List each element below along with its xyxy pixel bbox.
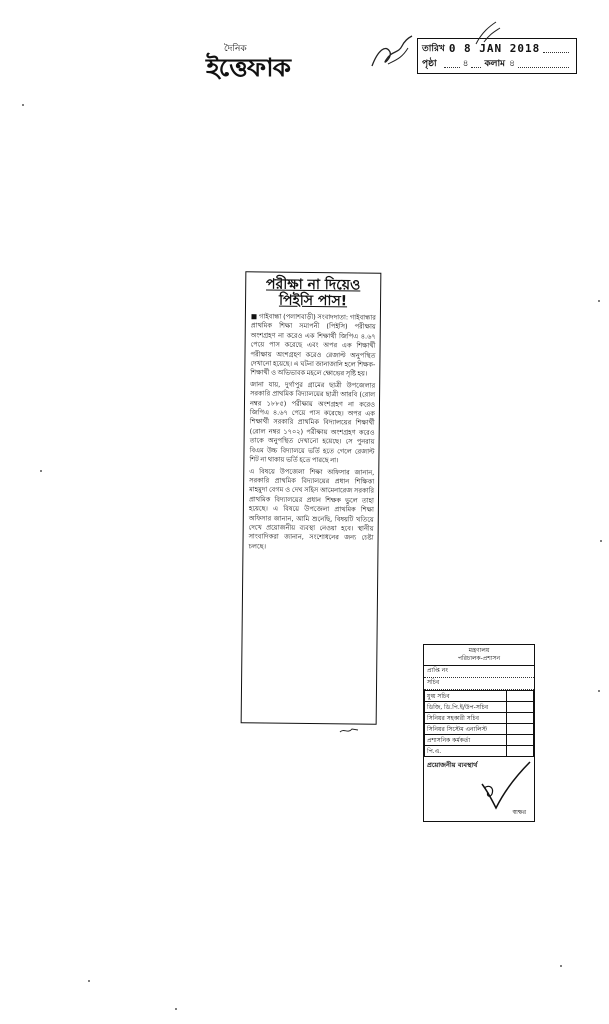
routing-header bbox=[424, 645, 534, 666]
routing-checkbox bbox=[507, 702, 534, 713]
scan-speck bbox=[598, 690, 600, 692]
date-label: তারিখ bbox=[422, 44, 445, 54]
scan-speck bbox=[598, 300, 600, 302]
masthead-title: ইত্তেফাক bbox=[206, 53, 290, 82]
routing-row bbox=[425, 691, 534, 702]
routing-row bbox=[425, 702, 534, 713]
clipping-paragraph: ■ গাইবান্ধা (পলাশবাড়ী) সংবাদদাতা: গাইবান্ধার প্রাথমিক শিক্ষা সমাপনী (পিইসি) পরীক্ষায় অংশগ্রহণ না করেও এক শিক্ষার্থী জিপিএ ৪.৬৭ পেয়ে পাস করেছে এবং অপর এক শিক্ষার্থী পরীক্ষায় অংশগ্রহণ করেও রেজাল্ট অনুপস্থিত দেখানো হয়েছে। এ ঘটনা জানাজানি হলে শিক্ষক-শিক্ষার্থী ও অভিভাবক মহলে ক্ষোভের সৃষ্টি হয়। bbox=[250, 312, 376, 379]
page-value: ৪ bbox=[462, 59, 469, 69]
routing-header-director: পরিচালক-প্রশাসন bbox=[457, 655, 501, 662]
pen-mark-icon bbox=[338, 724, 360, 736]
newspaper-masthead bbox=[188, 44, 308, 82]
routing-row-label: সিনিয়র সহকারী সচিব bbox=[425, 713, 507, 724]
routing-row bbox=[425, 735, 534, 746]
routing-action-label: প্রয়োজনীয় ব্যবস্থার্থ bbox=[427, 761, 478, 769]
routing-row bbox=[425, 724, 534, 735]
masthead-daily-label: দৈনিক bbox=[224, 44, 247, 54]
routing-row-label: যুগ্ম সচিব bbox=[425, 691, 507, 702]
clipping-paragraph: এ বিষয়ে উপজেলা শিক্ষা অফিসার জানান, সরকারি প্রাথমিক বিদ্যালয়ের প্রধান শিক্ষিকা মাহমুদা বেগম ও দেখ সহিস আমেনারেজ সরকারি প্রাথমিক বিদ্যালয়ের প্রধান শিক্ষক ভুলে তাহা হয়েছে। এ বিষয়ে উপজেলা প্রাথমিক শিক্ষা অফিসার জানান, আমি শুনেছি, বিষয়টি খতিয়ে দেখে প্রয়োজনীয় ব্যবস্থা নেওয়া হবে। স্থানীয় সাংবাদিকরা জানান, সংশোধনের জন্য চেষ্টা চলছে। bbox=[248, 466, 375, 551]
news-clipping bbox=[241, 271, 382, 724]
scan-speck bbox=[600, 540, 602, 542]
routing-checkbox bbox=[507, 724, 534, 735]
routing-row bbox=[425, 713, 534, 724]
dotted-line bbox=[543, 44, 569, 53]
routing-checkbox bbox=[507, 713, 534, 724]
routing-checkbox bbox=[507, 691, 534, 702]
routing-table bbox=[424, 690, 534, 757]
scan-speck bbox=[22, 104, 24, 106]
routing-row-label: সিনিয়র সিস্টেম এনালিস্ট bbox=[425, 724, 507, 735]
clipping-headline bbox=[246, 276, 380, 309]
stamp-initials-icon bbox=[470, 18, 510, 48]
routing-secretary-line: সচিব bbox=[424, 678, 534, 690]
routing-footer: স্বাক্ষর bbox=[512, 809, 526, 816]
dotted-line bbox=[471, 59, 481, 68]
routing-checkbox bbox=[507, 746, 534, 757]
routing-checkbox bbox=[507, 735, 534, 746]
dotted-line bbox=[444, 59, 460, 68]
checkmark-signature-icon bbox=[476, 758, 536, 820]
headline-line-2: পিইসি পাস! bbox=[278, 292, 348, 310]
routing-header-ministry: মন্ত্রণালয় bbox=[468, 647, 490, 654]
scan-speck bbox=[560, 965, 562, 967]
dotted-line bbox=[518, 59, 569, 68]
page-label: পৃষ্ঠা bbox=[422, 59, 437, 69]
clipping-body bbox=[243, 308, 380, 553]
routing-row-label: পি.এ. bbox=[425, 746, 507, 757]
scan-speck bbox=[88, 980, 90, 982]
column-value: ৪ bbox=[509, 59, 515, 69]
routing-row-label: প্রশাসনিক কর্মকর্তা bbox=[425, 735, 507, 746]
routing-row-label: ডিজি, ডি.পি.ই/উপ-সচিব bbox=[425, 702, 507, 713]
scan-speck bbox=[40, 470, 42, 472]
routing-row bbox=[425, 746, 534, 757]
clipping-paragraph: জানা যায়, দুর্গাপুর গ্রামের ছাত্রী উপজেলার সরকারি প্রাথমিক বিদ্যালয়ের ছাত্রী আরবি (রোল নম্বর ১৮৮৫) পরীক্ষায় অংশগ্রহণ না করেও জিপিএ ৪.৬৭ পেয়ে পাস করেছে। অপর এক শিক্ষার্থী সরকারি প্রাথমিক বিদ্যালয়ের শিক্ষার্থী (রোল নম্বর ১৭০২) পরীক্ষায় অংশগ্রহণ করেও তাকে অনুপস্থিত দেখানো হয়েছে। সে পুনরায় বিএম উচ্চ বিদ্যালয়ে ভর্তি হতে গেলে রেজাল্ট শিট না থাকায় ভর্তি হতে পারছে না। bbox=[249, 380, 376, 465]
date-value: 0 8 JAN 2018 bbox=[448, 42, 541, 55]
routing-receipt-line: প্রাপ্তি নং bbox=[424, 666, 534, 678]
column-label: কলাম bbox=[484, 59, 506, 69]
scan-speck bbox=[175, 1008, 177, 1010]
headline-line-1: পরীক্ষা না দিয়েও bbox=[265, 276, 361, 294]
